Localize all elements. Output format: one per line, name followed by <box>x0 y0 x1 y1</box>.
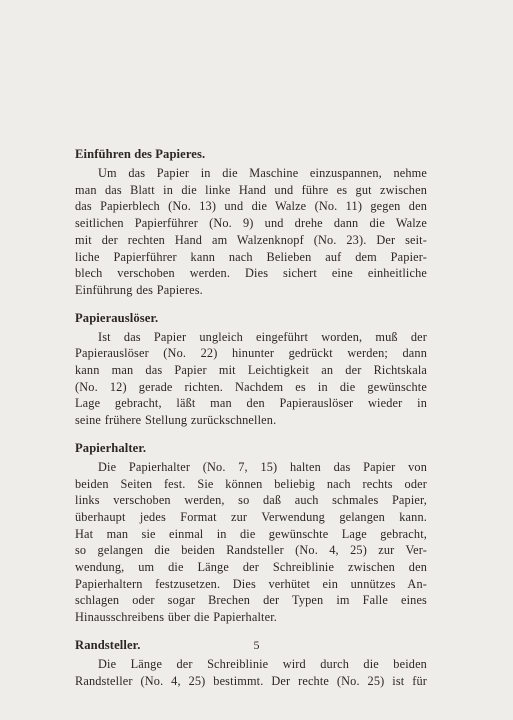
section <box>75 146 427 299</box>
page-number: 5 <box>253 638 260 652</box>
section-heading: Papierhalter. <box>75 440 147 455</box>
section <box>75 440 427 626</box>
text-line: seine frühere Stellung zurückschnellen. <box>75 413 277 428</box>
text-line: schlagen oder sogar Brechen der Typen im Falle eines <box>75 593 427 608</box>
text-line: Hinausschreibens über die Papierhalter. <box>75 610 277 625</box>
text-line: mit der rechten Hand am Walzenknopf (No. 23). Der seit- <box>75 232 427 247</box>
text-line: beiden Seiten fest. Sie können beliebig nach rechts oder <box>75 476 427 491</box>
text-line: (No. 12) gerade richten. Nachdem es in die gewünschte <box>75 379 427 394</box>
section-heading: Papierauslöser. <box>75 310 159 325</box>
section-paragraph <box>75 656 427 689</box>
text-line: Die Papierhalter (No. 7, 15) halten das Papier von <box>98 459 427 474</box>
section <box>75 310 427 429</box>
text-line: Randsteller (No. 4, 25) bestimmt. Der rechte (No. 25) ist für <box>75 673 427 688</box>
text-line: Um das Papier in die Maschine einzuspannen, nehme <box>98 166 427 180</box>
section-paragraph <box>75 329 427 429</box>
text-line: Hat man sie einmal in die gewünschte Lage gebracht, <box>75 526 427 541</box>
text-line: seitlichen Papierführer (No. 9) und drehe dann die Walze <box>75 216 427 231</box>
text-line: Ist das Papier ungleich eingeführt worden, muß der <box>98 329 427 344</box>
section-paragraph <box>75 459 427 626</box>
text-line: Papierhaltern festzusetzen. Dies verhütet ein unnützes An- <box>75 576 427 591</box>
text-line: so gelangen die beiden Randsteller (No. 4, 25) zur Ver- <box>75 543 427 558</box>
text-line: blech verschoben werden. Dies sichert eine einheitliche <box>75 266 427 281</box>
section-heading: Einführen des Papieres. <box>75 147 206 161</box>
text-line: kann man das Papier mit Leichtigkeit an der Richtskala <box>75 363 427 378</box>
text-line: links verschoben werden, so daß auch schmales Papier, <box>75 493 427 508</box>
text-line: man das Blatt in die linke Hand und führe es gut zwischen <box>75 182 427 197</box>
text-line: Papierauslöser (No. 22) hinunter gedrückt werden; dann <box>75 346 427 361</box>
text-line: Die Länge der Schreiblinie wird durch die beiden <box>98 656 427 671</box>
page-body <box>75 146 427 700</box>
text-line: das Papierblech (No. 13) und die Walze (No. 11) gegen den <box>75 199 427 214</box>
section-heading: Randsteller. <box>75 637 141 652</box>
section-paragraph <box>75 165 427 299</box>
text-line: wendung, um die Länge der Schreiblinie zwischen den <box>75 560 427 575</box>
text-line: Lage gebracht, läßt man den Papierauslöser wieder in <box>75 396 427 411</box>
text-line: liche Papierführer kann nach Belieben auf dem Papier- <box>75 249 427 264</box>
text-line: Einführung des Papieres. <box>75 282 203 297</box>
text-line: überhaupt jedes Format zur Verwendung gelangen kann. <box>75 509 427 524</box>
